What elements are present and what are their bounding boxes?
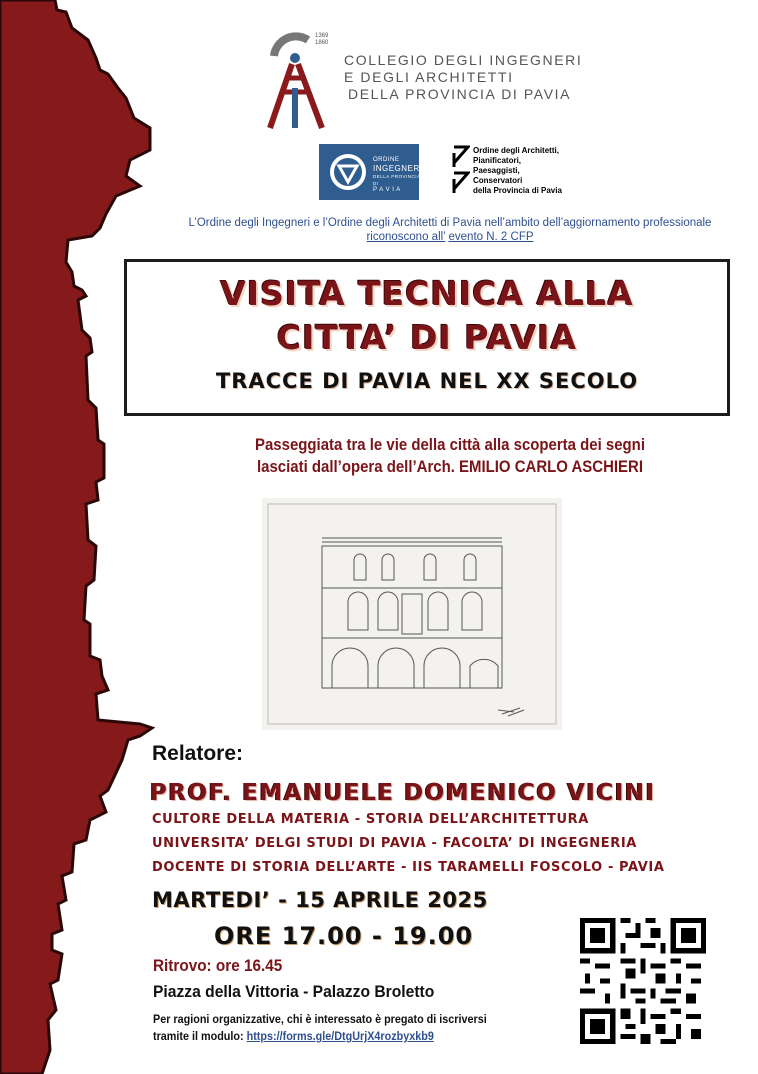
college-line-3: DELLA PROVINCIA DI PAVIA	[348, 86, 572, 102]
registration-form-link[interactable]: https://forms.gle/DtgUrjX4rozbyxkb9	[246, 1029, 434, 1043]
ordine-ingegneri-emblem-icon	[329, 152, 367, 192]
registration-note-line-1: Per ragioni organizzative, chi è interessato è pregato di iscriversi	[153, 1012, 487, 1026]
year-bottom: 1860	[315, 40, 329, 46]
speaker-label: Relatore:	[152, 742, 244, 765]
intro-text	[150, 216, 750, 244]
speaker-role-2: UNIVERSITA’ DELGI STUDI DI PAVIA - FACOLTA’ DI INGEGNERIA	[152, 836, 637, 851]
title-box	[124, 259, 730, 416]
registration-note	[153, 1011, 487, 1045]
ordine-ingegneri-logo	[319, 144, 423, 200]
description	[186, 434, 714, 478]
college-line-1: COLLEGIO DEGLI INGEGNERI	[344, 52, 583, 68]
qr-code[interactable]	[580, 918, 706, 1044]
event-time: ORE 17.00 - 19.00	[214, 922, 474, 950]
title-line-1: VISITA TECNICA ALLA	[220, 274, 634, 313]
intro-line-1: L’Ordine degli Ingegneri e l’Ordine degli Architetti di Pavia nell’ambito dell’aggiornamento professionale	[188, 217, 712, 229]
event-date: MARTEDI’ - 15 APRILE 2025	[152, 888, 488, 912]
pavia-skyline-silhouette	[0, 0, 160, 1074]
ordine-architetti-text: Ordine degli Architetti, Pianificatori, Paesaggisti, Conservatori della Provincia di Pavia	[473, 146, 562, 195]
year-top: 1369	[315, 33, 329, 39]
speaker-role-3: DOCENTE DI STORIA DELL’ARTE - IIS TARAMELLI FOSCOLO - PAVIA	[152, 860, 665, 875]
ordine-ingegneri-text: ORDINE INGEGNERI DELLA PROVINCIA DI P A V I A	[373, 157, 423, 193]
speaker-name: PROF. EMANUELE DOMENICO VICINI	[150, 780, 656, 806]
foundation-years	[315, 33, 328, 47]
registration-note-line-2: tramite il modulo: https://forms.gle/DtgUrjX4rozbyxkb9	[153, 1029, 434, 1043]
subtitle: TRACCE DI PAVIA NEL XX SECOLO	[215, 369, 639, 393]
description-line-2: lasciati dall’opera dell’Arch. EMILIO CARLO ASCHIERI	[257, 457, 643, 476]
ordine-architetti-logo-icon	[452, 145, 470, 195]
meeting-time: Ritrovo: ore 16.45	[153, 956, 283, 975]
description-line-1: Passeggiata tra le vie della città alla scoperta dei segni	[255, 435, 645, 454]
meeting-place: Piazza della Vittoria - Palazzo Broletto	[153, 982, 435, 1001]
architectural-drawing	[262, 498, 562, 730]
college-line-2: E DEGLI ARCHITETTI	[344, 69, 514, 85]
title-line-2: CITTA’ DI PAVIA	[276, 318, 578, 357]
speaker-role-1: CULTORE DELLA MATERIA - STORIA DELL’ARCHITETTURA	[152, 812, 589, 827]
intro-line-2: riconoscono all’ evento N. 2 CFP	[366, 231, 534, 243]
college-name	[344, 52, 582, 103]
